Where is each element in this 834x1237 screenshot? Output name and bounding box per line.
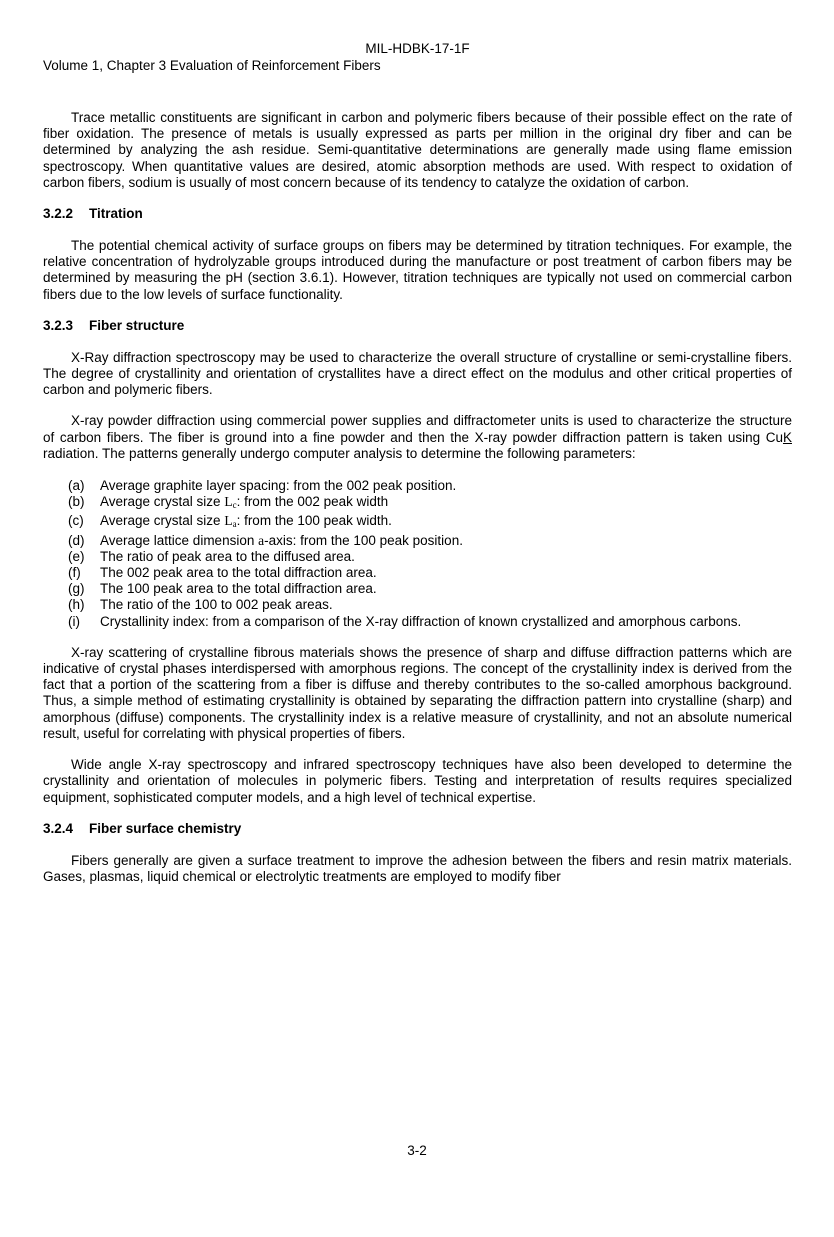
math-symbol: L [224, 513, 233, 529]
list-item-text: Average crystal size [100, 513, 225, 529]
titration-paragraph: The potential chemical activity of surface groups on fibers may be determined by titration techniques. For example, the relative concentration of hydrolyzable groups introduced during the manufacture or post treatment of carbon fibers may be determined by measuring the pH (section 3.6.1). However, titration techniques are typically not used on commercial carbon fibers due to the low levels of surface functionality. [43, 238, 792, 302]
math-symbol: a [258, 532, 265, 548]
document-id: MIL-HDBK-17-1F [365, 41, 470, 56]
list-marker: (b) [68, 494, 85, 510]
list-item [43, 614, 792, 630]
list-marker: (e) [68, 548, 85, 564]
list-item-text: Average crystal size [100, 494, 225, 510]
list-marker: (g) [68, 581, 85, 597]
list-item-text: Average graphite layer spacing: from the 002 peak position. [100, 478, 457, 494]
document-page [43, 40, 792, 885]
list-item [43, 513, 792, 532]
list-item [43, 549, 792, 565]
list-item [43, 565, 792, 581]
section-number: 3.2.3 [43, 317, 74, 333]
section-number: 3.2.4 [43, 820, 74, 836]
section-heading-titration [43, 206, 792, 222]
cu-k-radiation-symbol: K [782, 429, 792, 445]
list-item-text: : from the 002 peak width [236, 494, 389, 510]
list-marker: (f) [68, 565, 81, 581]
list-item-text: The 002 peak area to the total diffraction area. [100, 565, 377, 581]
math-subscript: c [232, 500, 237, 511]
list-item-text: The ratio of peak area to the diffused area. [100, 548, 355, 564]
list-marker: (h) [68, 597, 85, 613]
fiber-structure-paragraph-2 [43, 413, 792, 462]
section-title: Titration [89, 206, 143, 222]
list-item [43, 581, 792, 597]
list-item-text: Crystallinity index: from a comparison of the X-ray diffraction of known crystallized and amorphous carbons. [100, 613, 742, 629]
paragraph-text: X-ray powder diffraction using commercial power supplies and diffractometer units is used to characterize the structure of carbon fibers. The fiber is ground into a fine powder and then the X-ray powder diffraction pattern is taken using Cu [43, 413, 792, 445]
list-item-text: The 100 peak area to the total diffraction area. [100, 581, 377, 597]
list-item [43, 494, 792, 513]
section-heading-fiber-surface-chemistry [43, 821, 792, 837]
section-number: 3.2.2 [43, 206, 74, 222]
list-marker: (a) [68, 478, 85, 494]
list-marker: (d) [68, 532, 85, 548]
chapter-heading: Volume 1, Chapter 3 Evaluation of Reinforcement Fibers [43, 58, 381, 73]
diffraction-parameter-list [43, 478, 792, 630]
fiber-structure-paragraph-1: X-Ray diffraction spectroscopy may be used to characterize the overall structure of crystalline or semi-crystalline fibers. The degree of crystallinity and orientation of crystallites have a direct effect on the modulus and other critical properties of carbon and polymeric fibers. [43, 349, 792, 398]
fiber-structure-paragraph-3: X-ray scattering of crystalline fibrous materials shows the presence of sharp and diffuse diffraction patterns which are indicative of crystal phases interdispersed with amorphous regions. The concept of the crystallinity index is derived from the fact that a portion of the scattering from a fiber is diffuse and thereby contributes to the so-called amorphous background. Thus, a simple method of estimating crystallinity is obtained by separating the diffraction pattern into crystalline (sharp) and amorphous (diffuse) components. The crystallinity index is a relative measure of crystallinity, and not an absolute numerical result, useful for correlating with physical properties of fibers. [43, 644, 792, 741]
list-item-text: Average lattice dimension [100, 532, 259, 548]
intro-paragraph: Trace metallic constituents are significant in carbon and polymeric fibers because of their possible effect on the rate of fiber oxidation. The presence of metals is usually expressed as parts per million in the original dry fiber and can be determined by analyzing the ash residue. Semi-quantitative determinations are generally made using flame emission spectroscopy. When quantitative values are desired, atomic absorption methods are used. With respect to oxidation of carbon fibers, sodium is usually of most concern because of its tendency to catalyze the oxidation of carbon. [43, 110, 792, 190]
paragraph-text: radiation. The patterns generally undergo computer analysis to determine the following parameters: [43, 445, 636, 461]
math-subscript: a [232, 519, 237, 530]
section-heading-fiber-structure [43, 318, 792, 334]
list-item [43, 533, 792, 549]
list-item-text: -axis: from the 100 peak position. [264, 532, 463, 548]
list-item [43, 478, 792, 494]
list-item-text: : from the 100 peak width. [236, 513, 392, 529]
section-title: Fiber structure [89, 317, 185, 333]
page-number: 3-2 [407, 1143, 427, 1158]
math-symbol: L [224, 494, 233, 510]
fiber-surface-chemistry-paragraph: Fibers generally are given a surface treatment to improve the adhesion between the fibers and resin matrix materials. Gases, plasmas, liquid chemical or electrolytic treatments are employed to modify fiber [43, 852, 792, 884]
list-marker: (i) [68, 613, 80, 629]
list-item [43, 597, 792, 613]
fiber-structure-paragraph-4: Wide angle X-ray spectroscopy and infrared spectroscopy techniques have also been developed to determine the crystallinity and orientation of molecules in polymeric fibers. Testing and interpretation of results requires specialized equipment, sophisticated computer models, and a high level of technical expertise. [43, 757, 792, 805]
list-marker: (c) [68, 513, 84, 529]
list-item-text: The ratio of the 100 to 002 peak areas. [100, 597, 333, 613]
section-title: Fiber surface chemistry [89, 820, 242, 836]
